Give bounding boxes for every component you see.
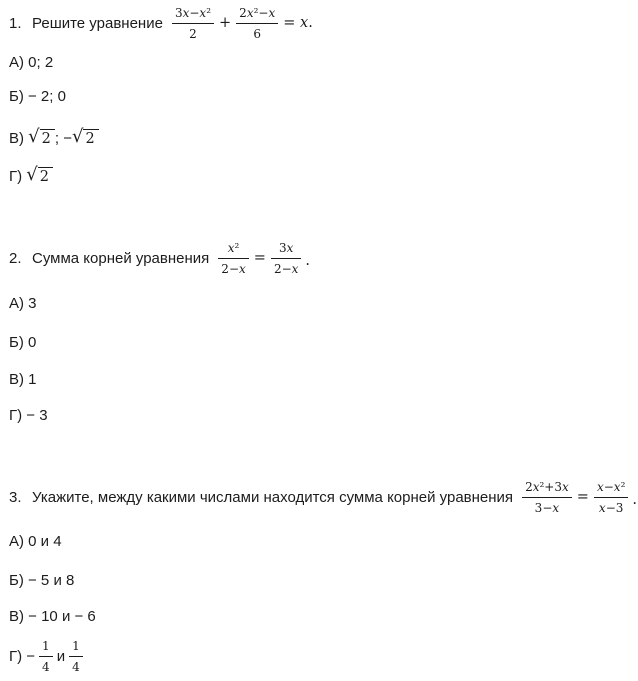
question-1-option-a: А) 0; 2	[9, 53, 54, 71]
question-3-prompt: Укажите, между какими числами находится сумма корней уравнения	[32, 488, 514, 506]
question-1-option-v: В) √ 2 ; − √ 2	[9, 126, 99, 150]
question-1-prompt: Решите уравнение	[32, 14, 163, 32]
question-1-option-g: Г) √ 2	[9, 164, 53, 188]
question-3-number: 3.	[9, 488, 22, 506]
question-1-line	[9, 2, 314, 44]
question-3-option-g: Г) − $\frac{1}{4}$ и $\frac{1}{4}$	[9, 639, 87, 673]
question-2-option-g: Г) − 3	[9, 406, 48, 424]
question-2-prompt: Сумма корней уравнения	[32, 249, 210, 267]
question-2-number: 2.	[9, 249, 22, 267]
question-2-option-v: В) 1	[9, 370, 37, 388]
question-3-option-v: В) − 10 и − 6	[9, 607, 96, 625]
question-1-equation: $\frac{\text{3x−x²}}{2}$ + $\frac{\text{2x²−x}}{6}$ = x.	[168, 4, 314, 42]
question-2-equation: $\frac{\text{x²}}{2-x}$ = $\frac{3x}{2-x}$ .	[214, 239, 311, 277]
question-2-option-a: А) 3	[9, 294, 37, 312]
question-1-option-b: Б) − 2; 0	[9, 87, 66, 105]
question-3-option-a: А) 0 и 4	[9, 532, 62, 550]
question-3-option-b: Б) − 5 и 8	[9, 571, 75, 589]
question-3-line	[9, 476, 638, 518]
question-2-option-b: Б) 0	[9, 333, 37, 351]
question-3-equation: $\frac{\text{2x²+3x}}{3-x}$ = $\frac{\text{x−x²}}{x-3}$ .	[518, 478, 638, 516]
question-1-number: 1.	[9, 14, 22, 32]
question-2-line	[9, 237, 311, 279]
